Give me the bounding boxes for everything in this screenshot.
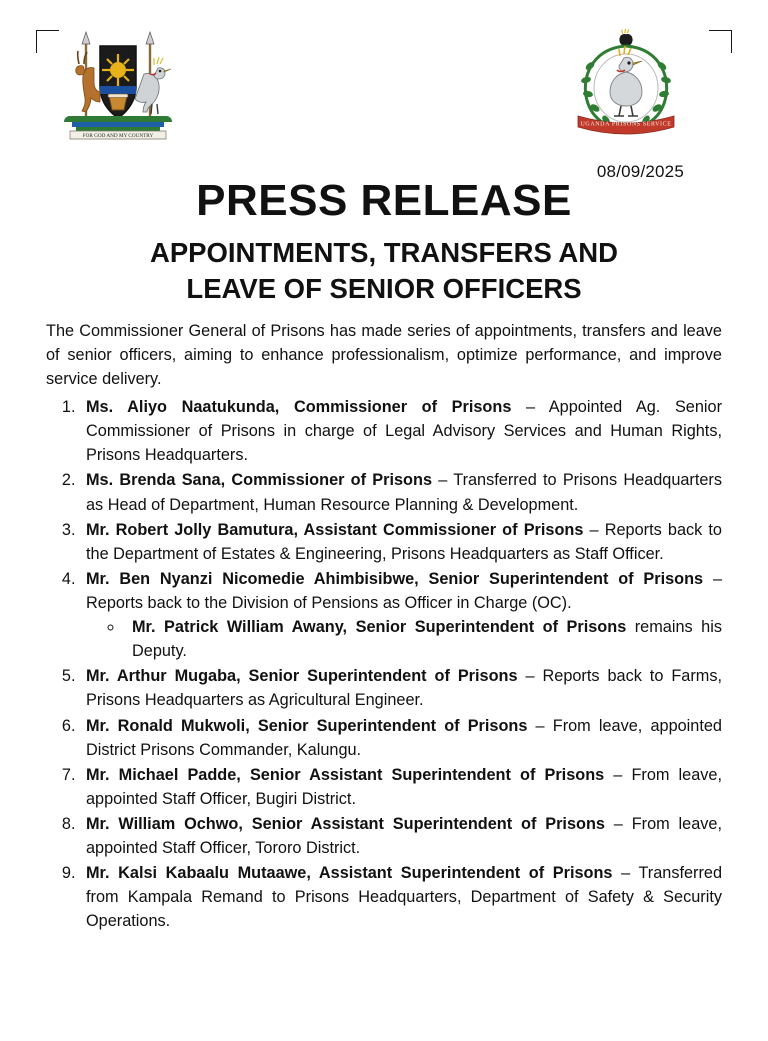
officer-name: Mr. Ben Nyanzi Nicomedie Ahimbisibwe, Senior Superintendent of Prisons — [86, 569, 704, 588]
officer-name: Mr. Michael Padde, Senior Assistant Superintendent of Prisons — [86, 765, 605, 784]
officer-name: Ms. Aliyo Naatukunda, Commissioner of Prisons — [86, 398, 512, 417]
list-item — [80, 468, 722, 516]
officer-detail: – Reports back to Farms, Prisons Headquarters as Agricultural Engineer. — [86, 667, 722, 710]
list-item — [80, 664, 722, 712]
page-title: PRESS RELEASE — [196, 176, 572, 225]
officer-name: Mr. Ronald Mukwoli, Senior Superintendent of Prisons — [86, 716, 528, 735]
uganda-prisons-service-logo-icon — [568, 28, 684, 140]
svg-text:UGANDA PRISONS SERVICE: UGANDA PRISONS SERVICE — [580, 121, 672, 128]
officer-detail: – From leave, appointed District Prisons Commander, Kalungu. — [86, 716, 722, 759]
sub-list-item — [124, 615, 722, 663]
title-block — [0, 176, 768, 307]
list-item — [80, 518, 722, 566]
officer-name: Mr. William Ochwo, Senior Assistant Superintendent of Prisons — [86, 814, 605, 833]
officer-detail: – Appointed Ag. Senior Commissioner of Prisons in charge of Legal Advisory Services and Human Rights, Prisons Headquarters. — [86, 398, 723, 465]
list-item — [80, 395, 722, 467]
officer-detail: – Reports back to the Department of Estates & Engineering, Prisons Headquarters as Staff Officer. — [86, 520, 722, 563]
document-body — [46, 319, 722, 934]
officers-sub-list — [86, 615, 722, 663]
officer-name: Mr. Robert Jolly Bamutura, Assistant Commissioner of Prisons — [86, 520, 584, 539]
officers-list — [46, 395, 722, 933]
officer-detail: – From leave, appointed Staff Officer, Tororo District. — [86, 814, 722, 858]
list-item — [80, 763, 722, 811]
document-header — [0, 0, 768, 181]
document-date: 08/09/2025 — [596, 162, 684, 181]
officer-name: Mr. Arthur Mugaba, Senior Superintendent of Prisons — [86, 667, 518, 686]
officer-name: Ms. Brenda Sana, Commissioner of Prisons — [86, 471, 433, 490]
list-item — [80, 861, 722, 933]
list-item — [80, 567, 722, 663]
intro-paragraph: The Commissioner General of Prisons has made series of appointments, transfers and leave of senior officers, aiming to enhance professionalism, optimize performance, and improve service delivery. — [46, 321, 722, 388]
officer-detail: – Reports back to the Division of Pensions as Officer in Charge (OC). — [86, 569, 722, 612]
svg-text:FOR GOD AND MY COUNTRY: FOR GOD AND MY COUNTRY — [82, 133, 154, 140]
officer-detail: – Transferred to Prisons Headquarters as Head of Department, Human Resource Planning & Development. — [86, 471, 722, 514]
officer-name: Mr. Kalsi Kabaalu Mutaawe, Assistant Superintendent of Prisons — [86, 864, 613, 883]
officer-detail: – Transferred from Kampala Remand to Prisons Headquarters, Department of Safety & Security Operations. — [86, 864, 723, 931]
deputy-name: Mr. Patrick William Awany, Senior Superintendent of Prisons — [132, 618, 627, 637]
uganda-coat-of-arms-icon — [56, 24, 180, 142]
page-subtitle: APPOINTMENTS, TRANSFERS AND LEAVE OF SENIOR OFFICERS — [149, 237, 619, 305]
deputy-detail: remains his Deputy. — [132, 618, 722, 661]
list-item — [80, 714, 722, 762]
officer-detail: – From leave, appointed Staff Officer, Bugiri District. — [86, 765, 723, 808]
list-item — [80, 812, 722, 860]
